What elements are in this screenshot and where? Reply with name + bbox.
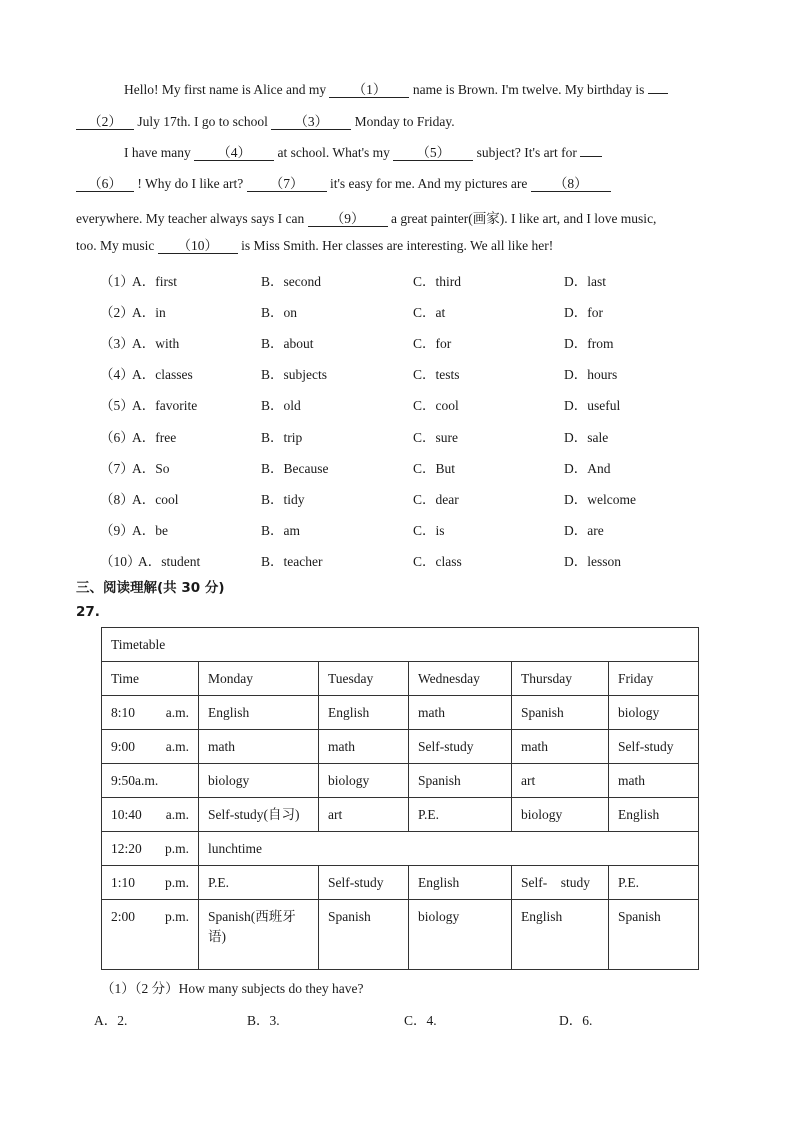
option-b[interactable]: B．on xyxy=(261,305,298,320)
subject-cell: English xyxy=(319,696,409,730)
subject-cell: biology xyxy=(199,764,319,798)
passage-text: I have many xyxy=(124,145,195,160)
option-c[interactable]: C．dear xyxy=(413,492,459,507)
option-number: （7） xyxy=(100,461,134,476)
option-a[interactable]: A．with xyxy=(132,336,180,351)
passage-text: everywhere. My teacher always says I can xyxy=(76,211,308,226)
time-cell xyxy=(102,798,199,832)
blank-4[interactable]: （4） xyxy=(194,145,274,161)
choice-b[interactable]: B．3. xyxy=(247,1013,280,1028)
option-d[interactable]: D．sale xyxy=(564,430,609,445)
time-value: 8:10 xyxy=(111,704,136,720)
time-value: 12:20 xyxy=(111,840,142,856)
option-row xyxy=(0,488,794,508)
time-cell xyxy=(102,832,199,866)
option-d[interactable]: D．welcome xyxy=(564,492,636,507)
time-value: 2:00 xyxy=(111,909,136,924)
option-b[interactable]: B．subjects xyxy=(261,367,327,382)
option-number: （1） xyxy=(100,274,134,289)
option-c[interactable]: C．is xyxy=(413,523,445,538)
option-c[interactable]: C．cool xyxy=(413,398,459,413)
time-cell-content xyxy=(111,907,189,927)
timetable-row xyxy=(102,832,699,866)
option-c[interactable]: C．sure xyxy=(413,430,458,445)
time-cell-content xyxy=(111,771,189,791)
timetable-title: Timetable xyxy=(102,628,699,662)
subject-cell: Self-study xyxy=(409,730,512,764)
blank-5[interactable]: （5） xyxy=(393,145,473,161)
option-c[interactable]: C．class xyxy=(413,554,462,569)
option-c[interactable]: C．third xyxy=(413,274,462,289)
option-c[interactable]: C．tests xyxy=(413,367,460,382)
time-cell-content xyxy=(111,703,189,723)
option-a[interactable]: A．classes xyxy=(132,367,193,382)
option-a[interactable]: A．in xyxy=(132,305,166,320)
blank-1[interactable]: （1） xyxy=(329,82,409,98)
passage-line xyxy=(76,207,656,227)
time-period: a.m. xyxy=(165,704,189,720)
subject-cell: Self- study xyxy=(512,866,609,900)
subject-cell: Spanish xyxy=(319,900,409,970)
passage-text: ! Why do I like art? xyxy=(134,176,247,191)
time-cell-content xyxy=(111,737,189,757)
option-a[interactable]: A．student xyxy=(138,554,201,569)
option-a[interactable]: A．first xyxy=(132,274,177,289)
header-thursday: Thursday xyxy=(512,662,609,696)
time-cell xyxy=(102,730,199,764)
time-cell xyxy=(102,866,199,900)
timetable-row xyxy=(102,696,699,730)
subject-cell: biology xyxy=(319,764,409,798)
blank-6-start xyxy=(580,156,602,157)
subject-cell: Self-study xyxy=(609,730,699,764)
option-number: （3） xyxy=(100,336,134,351)
option-number: （6） xyxy=(100,430,134,445)
option-d[interactable]: D．lesson xyxy=(564,554,621,569)
option-c[interactable]: C．at xyxy=(413,305,446,320)
timetable-row xyxy=(102,798,699,832)
subject-cell: English xyxy=(409,866,512,900)
blank-6[interactable]: （6） xyxy=(76,176,134,192)
lunch-cell: lunchtime xyxy=(199,832,699,866)
time-value: 1:10 xyxy=(111,874,136,890)
option-d[interactable]: D．And xyxy=(564,461,611,476)
option-b[interactable]: B．old xyxy=(261,398,301,413)
time-cell-content xyxy=(111,839,189,859)
option-row xyxy=(0,332,794,352)
time-period: a.m. xyxy=(165,738,189,754)
blank-9[interactable]: （9） xyxy=(308,211,388,227)
passage-text: July 17th. I go to school xyxy=(134,114,272,129)
option-row xyxy=(0,394,794,414)
option-number: （4） xyxy=(100,367,134,382)
blank-10[interactable]: （10） xyxy=(158,238,238,254)
option-b[interactable]: B．am xyxy=(261,523,300,538)
section-heading: 三、阅读理解(共 30 分) xyxy=(76,580,225,596)
time-period: p.m. xyxy=(164,909,189,924)
option-row xyxy=(0,426,794,446)
time-period: p.m. xyxy=(164,840,189,856)
passage-text: too. My music xyxy=(76,238,158,253)
choice-d[interactable]: D．6. xyxy=(559,1013,593,1028)
option-number: （2） xyxy=(100,305,134,320)
passage-text: Hello! My first name is Alice and my xyxy=(124,82,330,97)
option-number: （10） xyxy=(100,554,141,569)
option-row xyxy=(0,519,794,539)
time-cell xyxy=(102,764,199,798)
option-d[interactable]: D．for xyxy=(564,305,603,320)
timetable-row xyxy=(102,730,699,764)
passage-text: subject? It's art for xyxy=(473,145,581,160)
time-value: 10:40 xyxy=(111,806,142,822)
header-time: Time xyxy=(102,662,199,696)
time-cell-content xyxy=(111,805,189,825)
option-b[interactable]: B．teacher xyxy=(261,554,323,569)
timetable-row xyxy=(102,900,699,970)
subject-cell: art xyxy=(319,798,409,832)
blank-8[interactable]: （8） xyxy=(531,176,611,192)
option-d[interactable]: D．useful xyxy=(564,398,621,413)
header-monday: Monday xyxy=(199,662,319,696)
option-number: （8） xyxy=(100,492,134,507)
option-a[interactable]: A．be xyxy=(132,523,168,538)
subject-cell: biology xyxy=(609,696,699,730)
passage-line xyxy=(76,238,553,254)
subject-cell: Spanish xyxy=(609,900,699,970)
passage-line xyxy=(124,145,602,161)
option-row xyxy=(0,457,794,477)
subject-cell: Self-study xyxy=(319,866,409,900)
time-value: 9:00 xyxy=(111,738,136,754)
option-row xyxy=(0,270,794,290)
subject-cell: math xyxy=(409,696,512,730)
subject-cell: math xyxy=(319,730,409,764)
subject-cell: math xyxy=(609,764,699,798)
option-a[interactable]: A．free xyxy=(132,430,177,445)
option-d[interactable]: D．last xyxy=(564,274,606,289)
option-b[interactable]: B．second xyxy=(261,274,321,289)
option-d[interactable]: D．hours xyxy=(564,367,618,382)
subject-cell: Spanish xyxy=(409,764,512,798)
subject-cell: P.E. xyxy=(609,866,699,900)
option-b[interactable]: B．Because xyxy=(261,461,329,476)
subject-cell: English xyxy=(609,798,699,832)
subject-cell: biology xyxy=(512,798,609,832)
passage-text: it's easy for me. And my pictures are xyxy=(326,176,531,191)
header-friday: Friday xyxy=(609,662,699,696)
option-b[interactable]: B．about xyxy=(261,336,314,351)
option-number: （9） xyxy=(100,523,134,538)
option-b[interactable]: B．tidy xyxy=(261,492,305,507)
option-number: （5） xyxy=(100,398,134,413)
subject-cell: math xyxy=(199,730,319,764)
option-a[interactable]: A．cool xyxy=(132,492,179,507)
time-cell-content xyxy=(111,873,189,893)
passage-line xyxy=(76,114,455,130)
option-d[interactable]: D．are xyxy=(564,523,604,538)
passage-text: at school. What's my xyxy=(274,145,394,160)
time-cell xyxy=(102,900,199,970)
passage-text: name is Brown. I'm twelve. My birthday is xyxy=(409,82,648,97)
option-d[interactable]: D．from xyxy=(564,336,614,351)
timetable xyxy=(101,627,699,970)
time-cell xyxy=(102,696,199,730)
question-1-stem: （1）（2 分）How many subjects do they have? xyxy=(101,981,364,996)
subject-cell: art xyxy=(512,764,609,798)
option-row xyxy=(0,550,794,570)
choice-a[interactable]: A．2. xyxy=(94,1013,128,1028)
subject-cell: Spanish(西班牙语) xyxy=(199,900,319,970)
subject-cell: math xyxy=(512,730,609,764)
header-tuesday: Tuesday xyxy=(319,662,409,696)
option-row xyxy=(0,301,794,321)
subject-cell: English xyxy=(512,900,609,970)
subject-cell: biology xyxy=(409,900,512,970)
passage-text: a great painter(画家). I like art, and I love music, xyxy=(387,211,657,226)
subject-cell: P.E. xyxy=(199,866,319,900)
question-1-choices xyxy=(0,1009,794,1029)
time-period: a.m. xyxy=(165,806,189,822)
subject-cell: English xyxy=(199,696,319,730)
option-a[interactable]: A．So xyxy=(132,461,170,476)
question-number: 27. xyxy=(76,604,100,620)
blank-7[interactable]: （7） xyxy=(247,176,327,192)
option-c[interactable]: C．But xyxy=(413,461,456,476)
subject-cell: Spanish xyxy=(512,696,609,730)
passage-line xyxy=(124,82,668,98)
subject-cell: Self-study(自习) xyxy=(199,798,319,832)
option-c[interactable]: C．for xyxy=(413,336,452,351)
blank-2[interactable]: （2） xyxy=(76,114,134,130)
subject-cell: P.E. xyxy=(409,798,512,832)
timetable-row xyxy=(102,764,699,798)
time-period: p.m. xyxy=(164,874,189,890)
option-a[interactable]: A．favorite xyxy=(132,398,198,413)
choice-c[interactable]: C．4. xyxy=(404,1013,437,1028)
passage-text: is Miss Smith. Her classes are interesting. We all like her! xyxy=(237,238,554,253)
blank-2-start xyxy=(648,93,668,94)
timetable-row xyxy=(102,866,699,900)
option-row xyxy=(0,363,794,383)
passage-text: Monday to Friday. xyxy=(351,114,455,129)
header-wednesday: Wednesday xyxy=(409,662,512,696)
option-b[interactable]: B．trip xyxy=(261,430,303,445)
time-value: 9:50a.m. xyxy=(111,772,159,788)
passage-line xyxy=(76,176,611,192)
blank-3[interactable]: （3） xyxy=(271,114,351,130)
